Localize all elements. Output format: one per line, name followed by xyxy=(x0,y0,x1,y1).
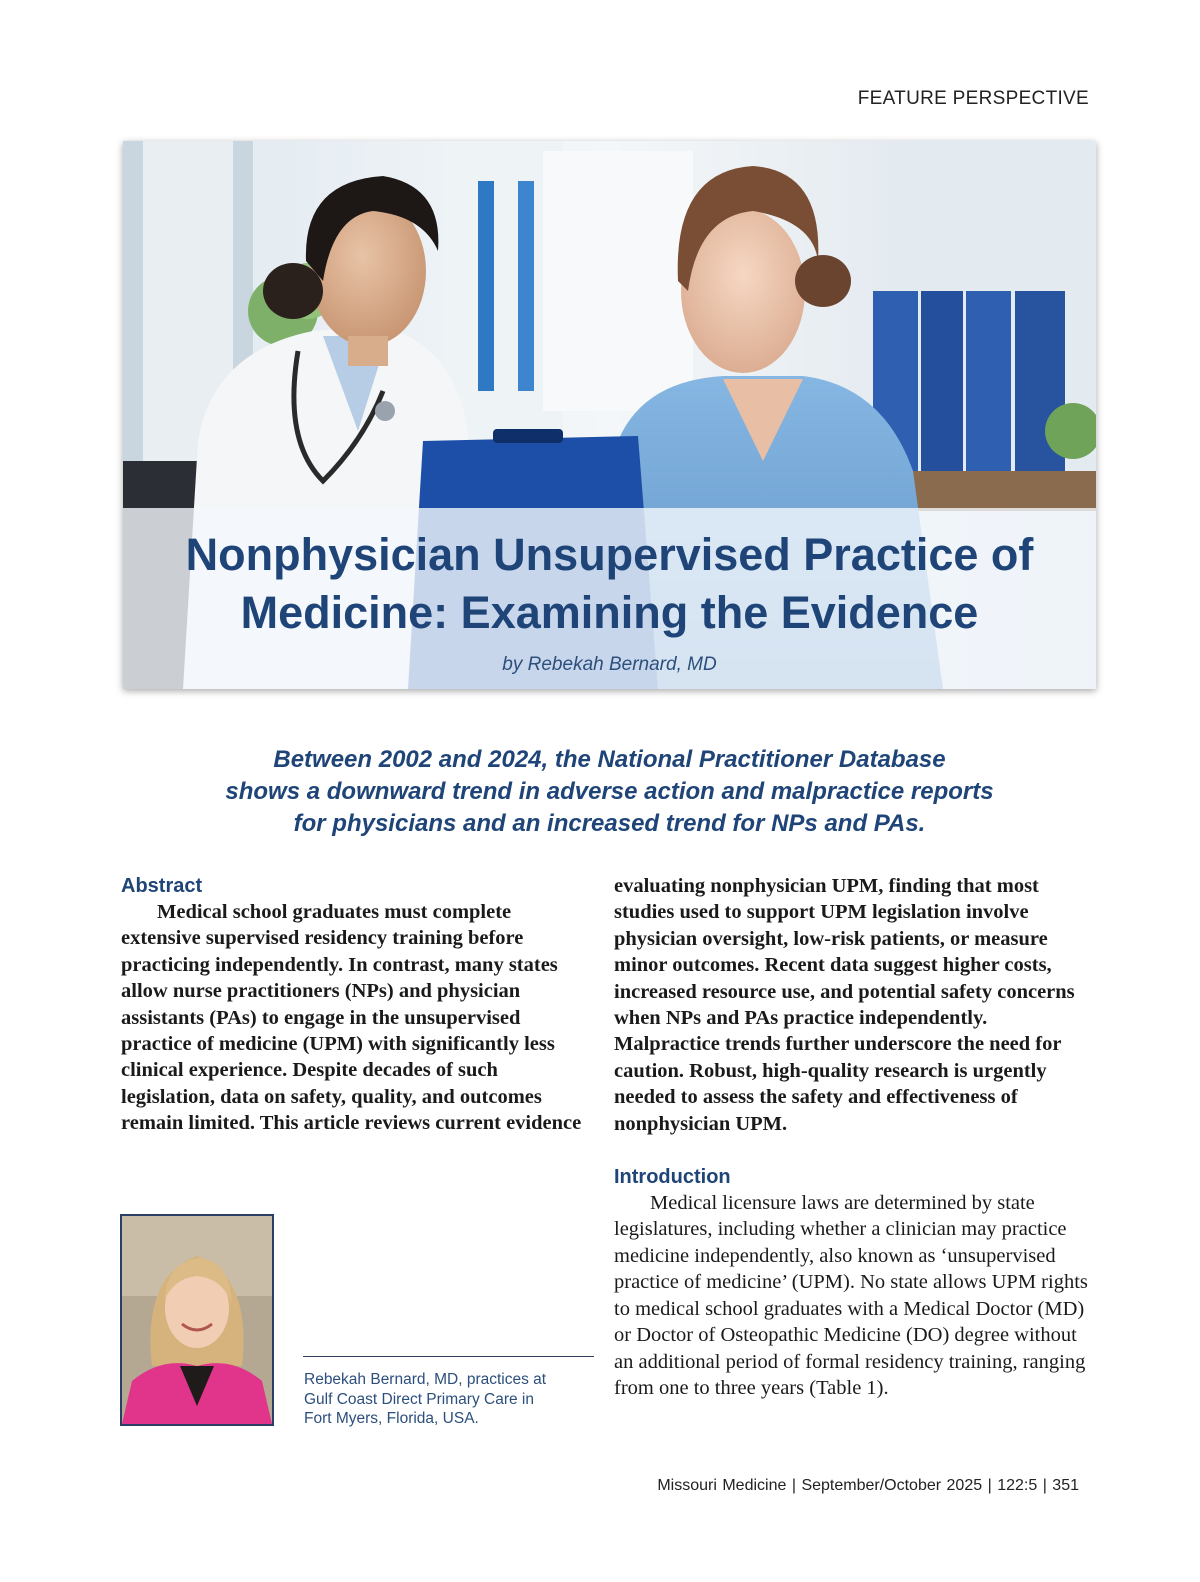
footer-issue-date: September/October 2025 xyxy=(801,1477,983,1494)
pull-quote-line1: Between 2002 and 2024, the National Practitioner Database xyxy=(273,746,946,773)
footer-page-number: 351 xyxy=(1052,1477,1079,1494)
footer-volume: 122:5 xyxy=(997,1477,1038,1494)
abstract-text-left: Medical school graduates must complete extensive supervised residency training before practicing independently. In contrast, many states allow nurse practitioners (NPs) and physician assistants (PAs) to engage in the unsupervised practice of medicine (UPM) with significantly less clinical experience. Despite decades of such legislation, data on safety, quality, and outcomes remain limited. This article reviews current evidence xyxy=(121,901,582,1135)
footer-separator: | xyxy=(791,1477,796,1494)
caption-rule xyxy=(303,1356,594,1357)
abstract-text-right: evaluating nonphysician UPM, finding that most studies used to support UPM legislation involve physician oversight, low-risk patients, or measure minor outcomes. Recent data suggest higher costs, increased resource use, and potential safety concerns when NPs and PAs practice independently. Malpractice trends further underscore the need for caution. Robust, high-quality research is urgently needed to assess the safety and effectiveness of nonphysician UPM. xyxy=(614,875,1075,1135)
pull-quote-line2: shows a downward trend in adverse action and malpractice reports xyxy=(225,778,994,805)
right-column xyxy=(614,873,1088,1401)
author-portrait xyxy=(122,1216,272,1424)
pull-quote xyxy=(123,744,1096,840)
author-caption-line2: Gulf Coast Direct Primary Care in xyxy=(304,1390,534,1408)
article-byline: by Rebekah Bernard, MD xyxy=(502,654,717,675)
section-label: FEATURE PERSPECTIVE xyxy=(857,88,1089,109)
abstract-heading: Abstract xyxy=(121,875,203,897)
left-column xyxy=(121,873,595,1137)
title-panel xyxy=(123,508,1096,689)
hero-banner xyxy=(123,141,1096,689)
introduction-text: Medical licensure laws are determined by state legislatures, including whether a clinician may practice medicine independently, also known as ‘unsupervised practice of medicine’ (UPM). No state allows UPM rights to medical school graduates with a Medical Doctor (MD) or Doctor of Osteopathic Medicine (DO) degree without an additional period of formal residency training, ranging from one to three years (Table 1). xyxy=(614,1192,1088,1399)
article-title xyxy=(123,526,1096,642)
article-title-line1: Nonphysician Unsupervised Practice of xyxy=(185,529,1034,580)
author-caption-line3: Fort Myers, Florida, USA. xyxy=(304,1410,479,1427)
author-photo xyxy=(120,1214,274,1426)
footer-separator: | xyxy=(987,1477,992,1494)
introduction-heading: Introduction xyxy=(614,1166,731,1189)
pull-quote-line3: for physicians and an increased trend for NPs and PAs. xyxy=(293,810,926,837)
footer-separator: | xyxy=(1042,1477,1047,1494)
author-caption-line1: Rebekah Bernard, MD, practices at xyxy=(304,1371,547,1388)
article-title-line2: Medicine: Examining the Evidence xyxy=(240,587,979,638)
page-footer xyxy=(657,1477,1079,1495)
author-caption xyxy=(304,1370,594,1429)
footer-journal: Missouri Medicine xyxy=(657,1477,787,1494)
